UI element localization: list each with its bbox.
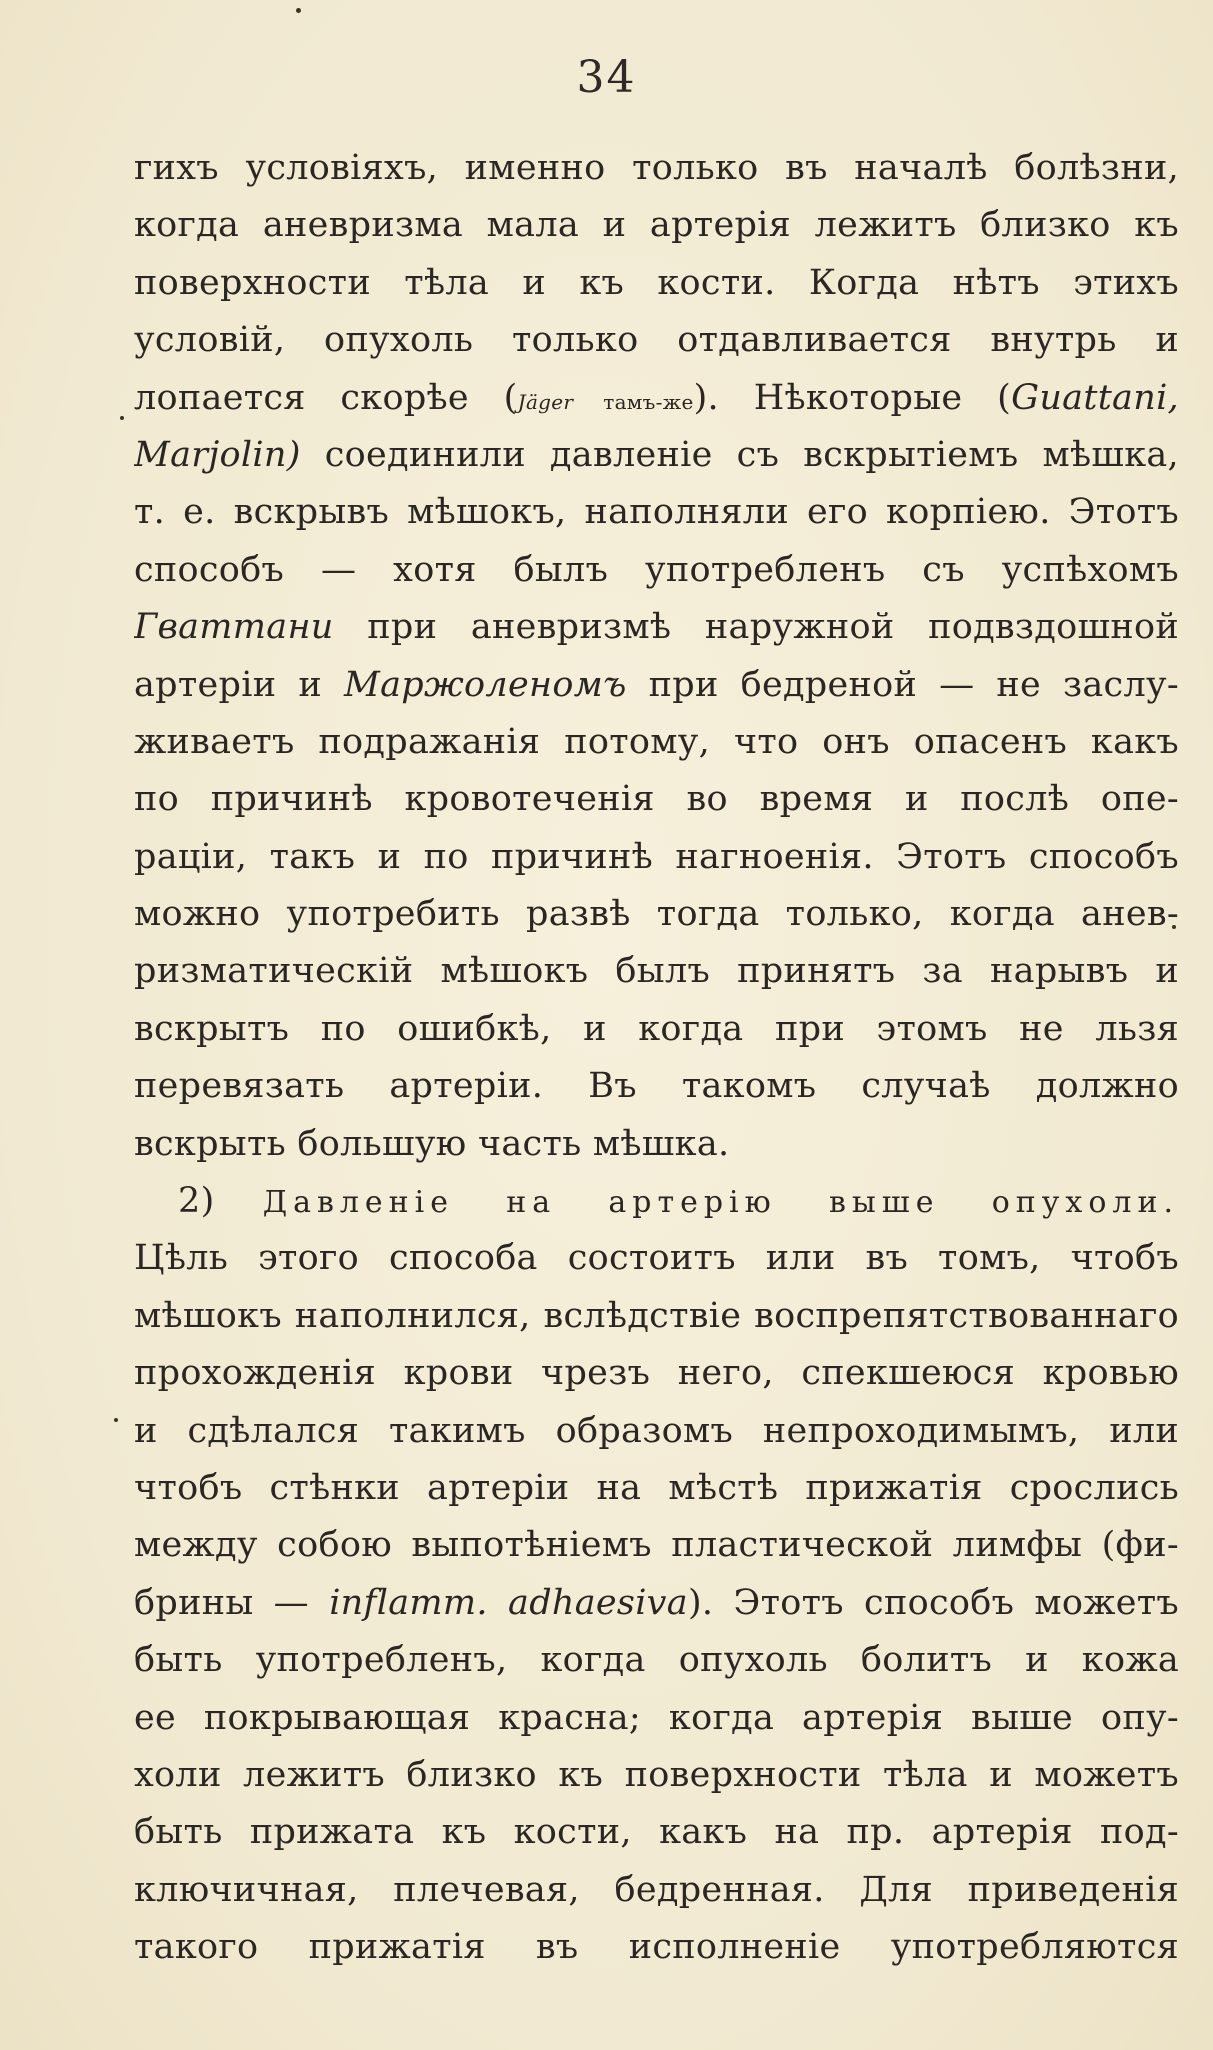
text-line: вскрытъ по ошибкѣ, и когда при этомъ не льзя	[134, 1008, 1179, 1049]
ink-speck	[114, 1418, 118, 1422]
text-line: ее покрывающая красна; когда артерія выше опу-	[134, 1697, 1179, 1738]
section-title: Давленіе на артерію выше опухоли.	[262, 1185, 1179, 1221]
text-line: Гваттани при аневризмѣ наружной подвздошной	[134, 607, 1179, 648]
text-line: артеріи и Маржоленомъ при бедреной — не заслу-	[134, 664, 1179, 705]
author-citation: Marjolin)	[134, 434, 301, 475]
text-line: Цѣль этого способа состоитъ или въ томъ, чтобъ	[134, 1238, 1179, 1279]
text-line: ключичная, плечевая, бедренная. Для приведенія	[134, 1869, 1179, 1910]
text-line: быть прижата къ кости, какъ на пр. артерія под-	[134, 1812, 1179, 1853]
text-line: лопается скорѣе (Jäger тамъ-же). Нѣкоторые (Guattani,	[134, 377, 1179, 418]
text-line: поверхности тѣла и къ кости. Когда нѣтъ этихъ	[134, 262, 1179, 303]
latin-term: inflamm. adhaesiva	[329, 1582, 688, 1623]
text-line: раціи, такъ и по причинѣ нагноенія. Этотъ способъ	[134, 836, 1179, 877]
text-line: чтобъ стѣнки артеріи на мѣстѣ прижатія срослись	[134, 1467, 1179, 1508]
text-line: т. е. вскрывъ мѣшокъ, наполняли его корпіею. Этотъ	[134, 492, 1179, 533]
text-line: гихъ условіяхъ, именно только въ началѣ болѣзни,	[134, 148, 1179, 188]
text-line: такого прижатія въ исполненіе употребляются	[134, 1927, 1179, 1968]
text-line: перевязать артеріи. Въ такомъ случаѣ должно	[134, 1066, 1179, 1107]
text-line: когда аневризма мала и артерія лежитъ близко къ	[134, 205, 1179, 246]
text-line: и сдѣлался такимъ образомъ непроходимымъ, или	[134, 1410, 1179, 1451]
text-line: можно употребить развѣ тогда только, когда анев-	[134, 894, 1179, 935]
text-line: Marjolin) соединили давленіе съ вскрытіемъ мѣшка,	[134, 434, 1179, 475]
text-line: быть употребленъ, когда опухоль болитъ и кожа	[134, 1640, 1179, 1681]
ink-speck	[120, 416, 124, 420]
author-name: Гваттани	[134, 607, 334, 648]
text-line: условій, опухоль только отдавливается внутрь и	[134, 320, 1179, 361]
section-heading: 2) Давленіе на артерію выше опухоли.	[178, 1181, 1179, 1222]
text-line: по причинѣ кровотеченія во время и послѣ опе-	[134, 779, 1179, 820]
text-line: ризматическій мѣшокъ былъ принятъ за нарывъ и	[134, 951, 1179, 992]
text-line: холи лежитъ близко къ поверхности тѣла и можетъ	[134, 1754, 1179, 1795]
page-number: 34	[576, 52, 637, 103]
author-name: Маржоленомъ	[343, 664, 627, 705]
text-line: прохожденія крови чрезъ него, спекшеюся кровью	[134, 1353, 1179, 1394]
author-citation: Guattani,	[1011, 377, 1179, 418]
text-line: мѣшокъ наполнился, вслѣдствіе воспрепятствованнаго	[134, 1295, 1179, 1336]
body-text	[134, 140, 1179, 1977]
text-line: вскрыть большую часть мѣшка.	[134, 1123, 730, 1164]
text-line: живаетъ подражанія потому, что онъ опасенъ какъ	[134, 721, 1179, 762]
text-line: между собою выпотѣніемъ пластической лимфы (фи-	[134, 1525, 1179, 1566]
author-citation: Jäger	[517, 389, 574, 414]
ink-speck	[296, 8, 301, 13]
text-line: способъ — хотя былъ употребленъ съ успѣхомъ	[134, 549, 1179, 590]
text-line: брины — inflamm. adhaesiva). Этотъ способъ можетъ	[134, 1582, 1179, 1623]
